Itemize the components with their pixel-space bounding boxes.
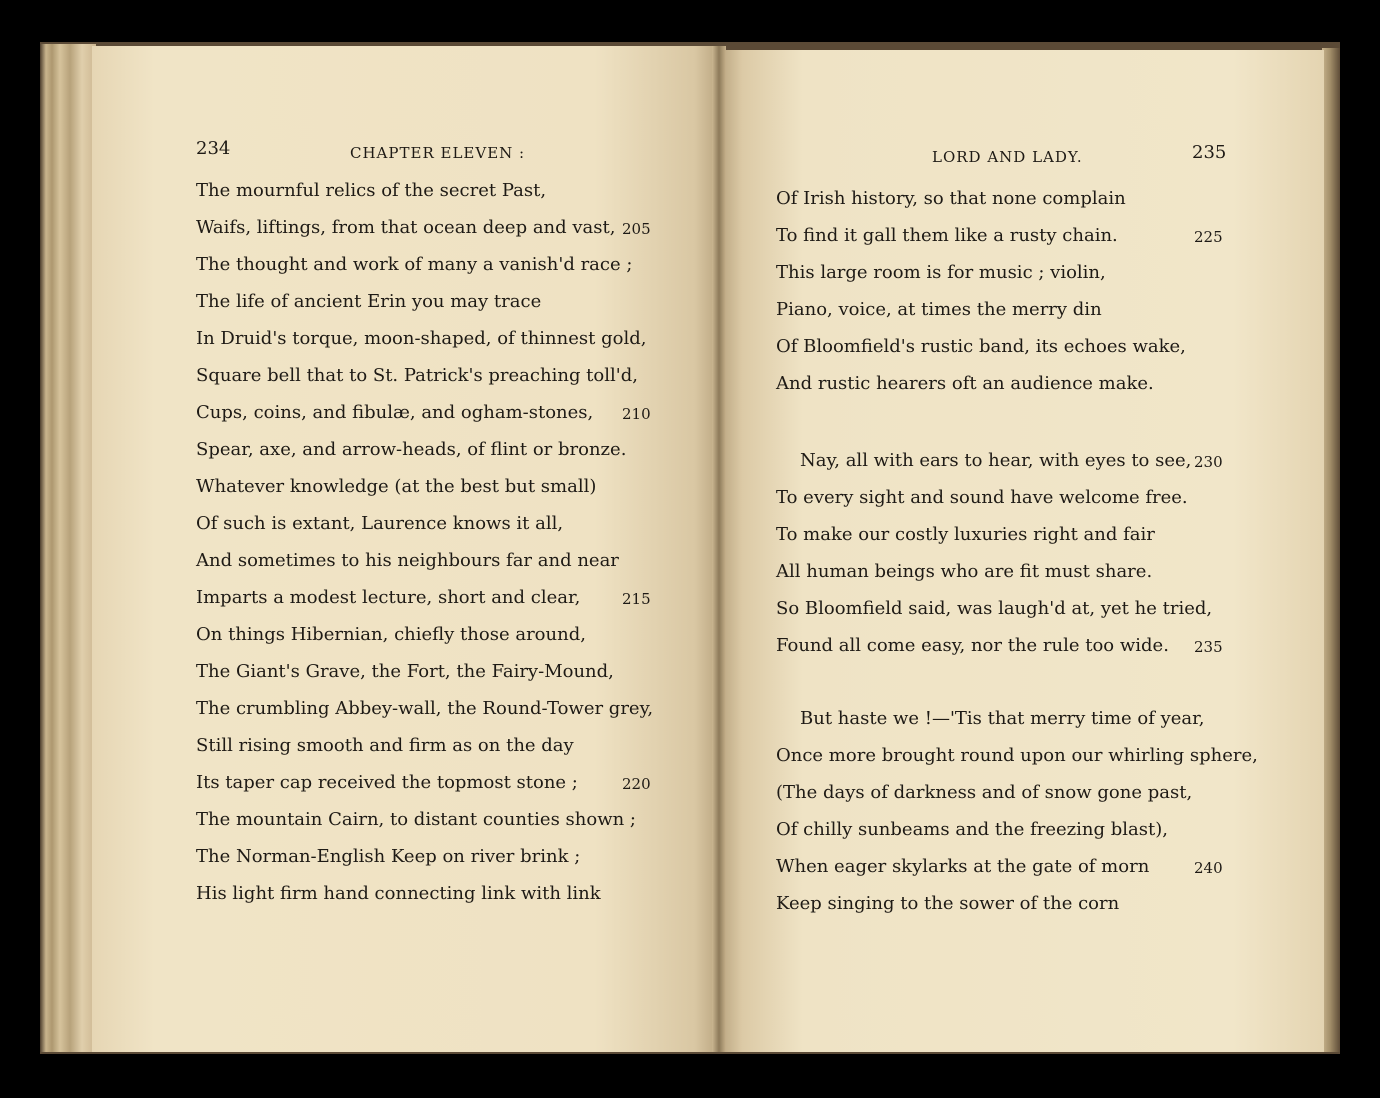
verse-line: All human beings who are fit must share.	[776, 561, 1153, 582]
verse-line: Of chilly sunbeams and the freezing blast),	[776, 819, 1168, 840]
line-number: 235	[1194, 638, 1223, 656]
verse-line: This large room is for music ; violin,	[776, 262, 1106, 283]
running-head: CHAPTER ELEVEN :	[350, 144, 526, 162]
verse-line: Imparts a modest lecture, short and clear,	[196, 587, 581, 608]
verse-line: To every sight and sound have welcome free.	[776, 487, 1188, 508]
left-page	[92, 46, 720, 1052]
verse-line: When eager skylarks at the gate of morn	[776, 856, 1150, 877]
verse-line: Of Bloomfield's rustic band, its echoes wake,	[776, 336, 1186, 357]
verse-line: The crumbling Abbey-wall, the Round-Tower grey,	[196, 698, 654, 719]
line-number: 225	[1194, 228, 1223, 246]
verse-line: His light firm hand connecting link with link	[196, 883, 601, 904]
verse-line: And rustic hearers oft an audience make.	[776, 373, 1154, 394]
verse-line: And sometimes to his neighbours far and near	[196, 550, 619, 571]
verse-line: To make our costly luxuries right and fair	[776, 524, 1155, 545]
verse-line: Square bell that to St. Patrick's preaching toll'd,	[196, 365, 638, 386]
line-number: 240	[1194, 859, 1223, 877]
running-head: LORD AND LADY.	[932, 148, 1083, 166]
verse-line: Of Irish history, so that none complain	[776, 188, 1126, 209]
verse-line: The life of ancient Erin you may trace	[196, 291, 542, 312]
verse-line: In Druid's torque, moon-shaped, of thinnest gold,	[196, 328, 647, 349]
line-number: 220	[622, 775, 651, 793]
page-edges-left	[40, 44, 96, 1052]
verse-line: Still rising smooth and firm as on the day	[196, 735, 574, 756]
verse-line: But haste we !—'Tis that merry time of year,	[800, 708, 1205, 729]
verse-line: Of such is extant, Laurence knows it all,	[196, 513, 564, 534]
verse-line: Nay, all with ears to hear, with eyes to see,	[800, 450, 1192, 471]
page-number: 235	[1192, 142, 1227, 163]
verse-line: Whatever knowledge (at the best but small)	[196, 476, 597, 497]
verse-line: Piano, voice, at times the merry din	[776, 299, 1102, 320]
book-gutter	[712, 46, 726, 1052]
line-number: 210	[622, 405, 651, 423]
verse-line: Once more brought round upon our whirling sphere,	[776, 745, 1258, 766]
verse-line: Spear, axe, and arrow-heads, of flint or bronze.	[196, 439, 627, 460]
verse-line: Its taper cap received the topmost stone ;	[196, 772, 578, 793]
line-number: 205	[622, 220, 651, 238]
page-edges-right	[1322, 48, 1340, 1052]
verse-line: The Norman-English Keep on river brink ;	[196, 846, 581, 867]
verse-line: Cups, coins, and fibulæ, and ogham-stones,	[196, 402, 594, 423]
verse-line: The thought and work of many a vanish'd race ;	[196, 254, 633, 275]
verse-line: Keep singing to the sower of the corn	[776, 893, 1120, 914]
verse-line: The Giant's Grave, the Fort, the Fairy-Mound,	[196, 661, 614, 682]
verse-line: Found all come easy, nor the rule too wide.	[776, 635, 1169, 656]
verse-line: The mountain Cairn, to distant counties shown ;	[196, 809, 636, 830]
verse-line: On things Hibernian, chiefly those around,	[196, 624, 586, 645]
line-number: 230	[1194, 453, 1223, 471]
verse-line: Waifs, liftings, from that ocean deep and vast,	[196, 217, 616, 238]
line-number: 215	[622, 590, 651, 608]
page-number: 234	[196, 138, 231, 159]
verse-line: To find it gall them like a rusty chain.	[776, 225, 1118, 246]
verse-line: The mournful relics of the secret Past,	[196, 180, 547, 201]
verse-line: So Bloomfield said, was laugh'd at, yet he tried,	[776, 598, 1213, 619]
verse-line: (The days of darkness and of snow gone past,	[776, 782, 1193, 803]
right-page	[718, 50, 1324, 1052]
